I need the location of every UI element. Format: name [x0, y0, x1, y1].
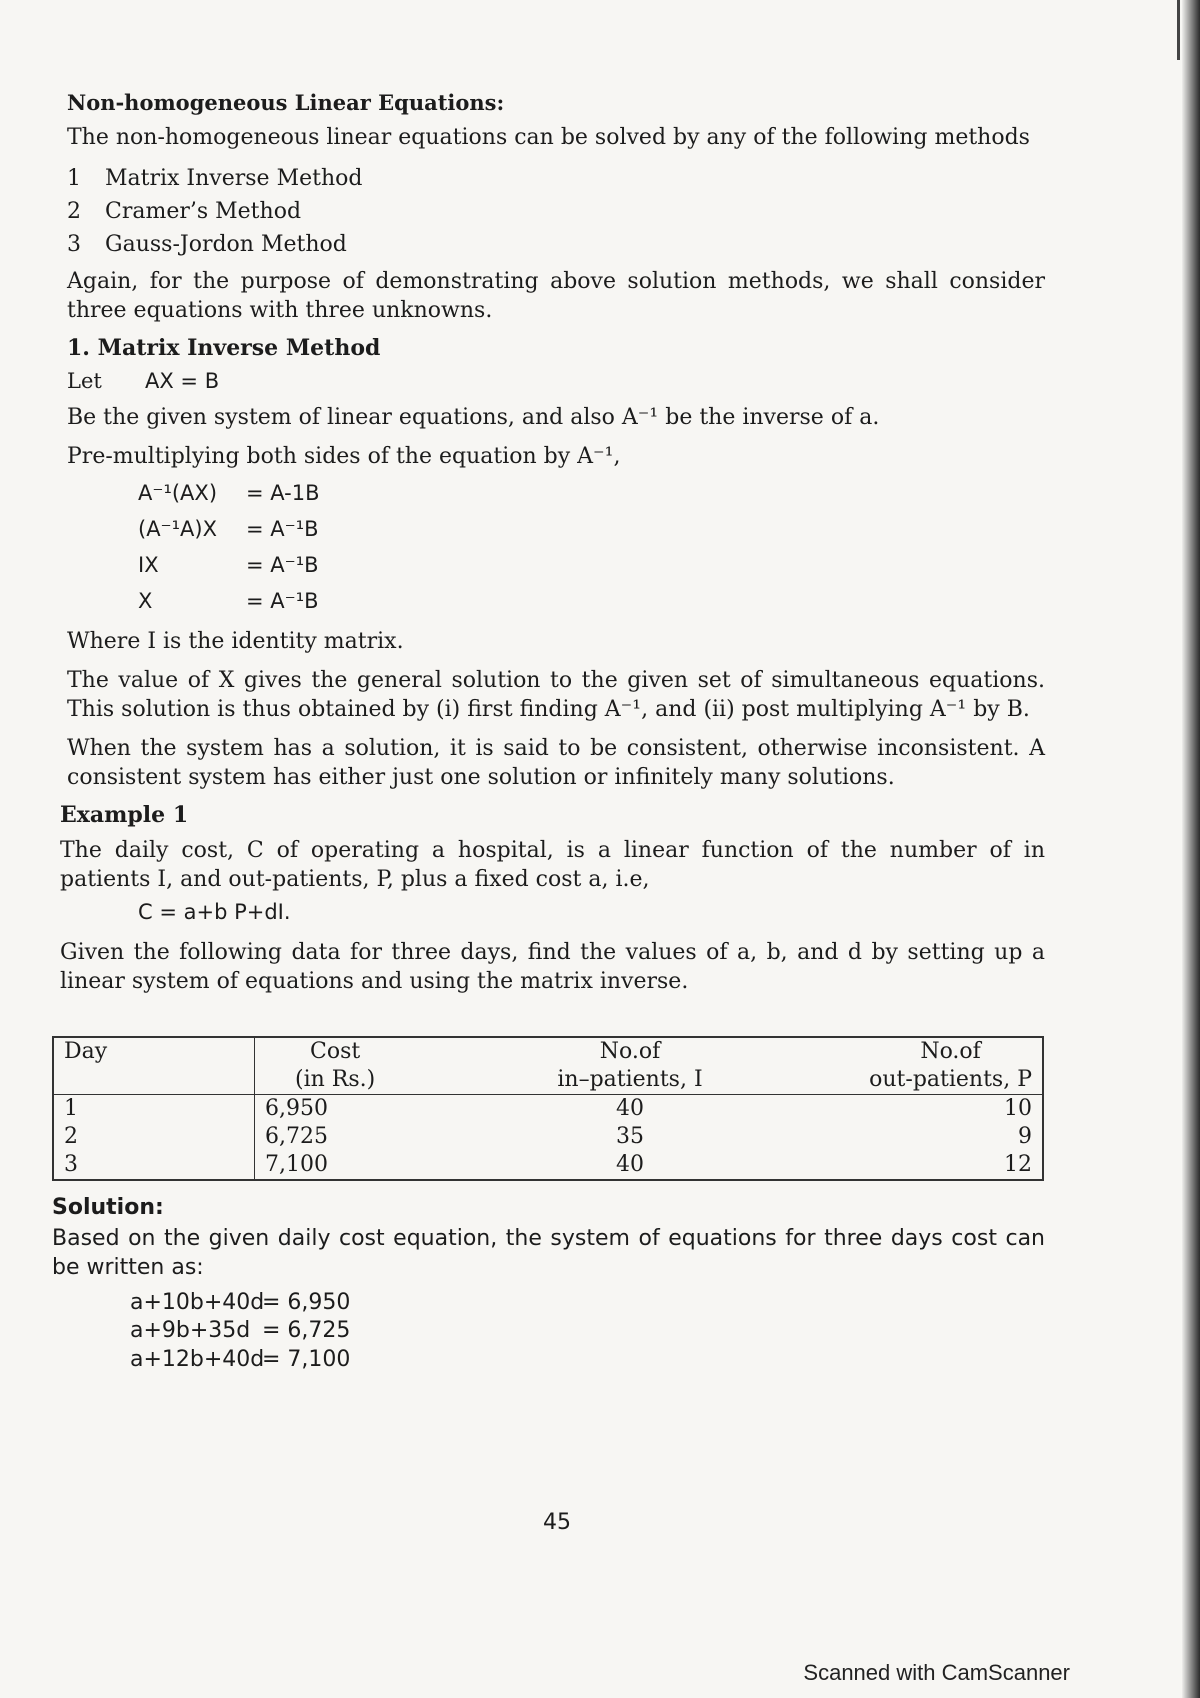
- derivation-rhs: = A⁻¹B: [246, 553, 319, 578]
- let-equation: AX = B: [145, 369, 220, 394]
- table-row: [53, 1151, 1043, 1180]
- consistency-paragraph: When the system has a solution, it is said to be consistent, otherwise inconsistent. A consistent system has either just one solution or infinitely many solutions.: [67, 736, 1045, 791]
- given-system-paragraph: Be the given system of linear equations, and also A⁻¹ be the inverse of a.: [67, 405, 880, 431]
- cell-out-patients: 10: [1004, 1096, 1032, 1122]
- scanner-watermark: Scanned with CamScanner: [803, 1660, 1070, 1685]
- header-cost-line2: (in Rs.): [295, 1067, 376, 1093]
- derivation-steps: [138, 475, 1045, 619]
- general-solution-paragraph: The value of X gives the general solution to the given set of simultaneous equations. This solution is thus obtained by (i) first finding A⁻¹, and (ii) post multiplying A⁻¹ by B.: [67, 668, 1045, 723]
- header-out-line1: No.of: [920, 1039, 981, 1065]
- derivation-row: [138, 547, 1045, 583]
- let-word: Let: [67, 369, 102, 394]
- method-number: 1: [67, 166, 81, 192]
- cell-day: 2: [53, 1123, 255, 1151]
- equation-row: [130, 1346, 1045, 1375]
- cell-cost: 6,725: [265, 1124, 328, 1150]
- cell-day: 1: [53, 1095, 255, 1124]
- derivation-lhs: A⁻¹(AX): [138, 481, 218, 506]
- cell-in-patients: 40: [616, 1096, 644, 1122]
- method-number: 3: [67, 232, 81, 258]
- given-data-paragraph: Given the following data for three days, find the values of a, b, and d by setting up a linear system of equations and using the matrix inverse.: [60, 940, 1045, 995]
- equation-lhs: a+10b+40d: [130, 1289, 265, 1315]
- equation-rhs: = 6,725: [262, 1318, 351, 1344]
- cell-out-patients: 12: [1004, 1152, 1032, 1178]
- header-cost: [255, 1037, 486, 1095]
- cell-day: 3: [53, 1151, 255, 1180]
- method-label: Matrix Inverse Method: [105, 166, 363, 192]
- cell-cost: 6,950: [265, 1096, 328, 1122]
- table-row: [53, 1095, 1043, 1124]
- derivation-lhs: IX: [138, 553, 159, 578]
- cell-cost: 7,100: [265, 1152, 328, 1178]
- header-cost-line1: Cost: [310, 1039, 361, 1065]
- header-out-patients: [775, 1037, 1043, 1095]
- header-in-line2: in–patients, I: [557, 1067, 703, 1093]
- derivation-row: [138, 475, 1045, 511]
- derivation-row: [138, 583, 1045, 619]
- table-row: [53, 1123, 1043, 1151]
- document-body: [52, 90, 1045, 1374]
- page-edge-shadow: [1182, 0, 1200, 1698]
- data-table: [52, 1036, 1044, 1181]
- equation-lhs: a+9b+35d: [130, 1318, 251, 1344]
- page-edge-line: [1177, 0, 1180, 60]
- method-item: [67, 195, 1045, 228]
- cell-in-patients: 35: [616, 1124, 644, 1150]
- derivation-rhs: = A⁻¹B: [246, 517, 319, 542]
- method-number: 2: [67, 199, 81, 225]
- method-item: [67, 228, 1045, 261]
- example-paragraph: The daily cost, C of operating a hospital, is a linear function of the number of in patients I, and out-patients, P, plus a fixed cost a, i.e,: [60, 838, 1045, 893]
- cell-in-patients: 40: [616, 1152, 644, 1178]
- demo-paragraph: Again, for the purpose of demonstrating above solution methods, we shall consider three equations with three unknowns.: [67, 269, 1045, 324]
- solution-paragraph: Based on the given daily cost equation, the system of equations for three days cost can be written as:: [52, 1226, 1045, 1281]
- cell-out-patients: 9: [1018, 1124, 1032, 1150]
- equation-rhs: = 7,100: [262, 1346, 351, 1372]
- method-label: Gauss-Jordon Method: [105, 232, 347, 258]
- derivation-rhs: = A⁻¹B: [246, 589, 319, 614]
- methods-list: [67, 162, 1045, 261]
- header-day-label: Day: [64, 1039, 108, 1065]
- header-day: [53, 1037, 255, 1095]
- method-label: Cramer’s Method: [105, 199, 302, 225]
- derivation-rhs: = A-1B: [246, 481, 320, 506]
- section-heading: Non-homogeneous Linear Equations:: [67, 90, 505, 115]
- header-in-line1: No.of: [599, 1039, 661, 1065]
- solution-label: Solution:: [52, 1195, 164, 1221]
- equation-row: [130, 1317, 1045, 1346]
- derivation-row: [138, 511, 1045, 547]
- equation-system: [130, 1289, 1045, 1375]
- equation-lhs: a+12b+40d: [130, 1346, 265, 1372]
- identity-paragraph: Where I is the identity matrix.: [67, 629, 404, 655]
- derivation-lhs: (A⁻¹A)X: [138, 517, 218, 542]
- equation-rhs: = 6,950: [262, 1289, 351, 1315]
- equation-row: [130, 1289, 1045, 1318]
- table-header-row: [53, 1037, 1043, 1095]
- header-in-patients: [485, 1037, 775, 1095]
- intro-paragraph: The non-homogeneous linear equations can be solved by any of the following methods: [67, 125, 1030, 150]
- page-number: 45: [543, 1510, 571, 1535]
- derivation-lhs: X: [138, 589, 153, 614]
- cost-formula: C = a+b P+dI.: [138, 900, 291, 925]
- subsection-heading: 1. Matrix Inverse Method: [67, 335, 381, 362]
- method-item: [67, 162, 1045, 195]
- premultiply-paragraph: Pre-multiplying both sides of the equation by A⁻¹,: [67, 444, 621, 470]
- let-statement: [67, 369, 1045, 393]
- example-label: Example 1: [60, 802, 189, 829]
- header-out-line2: out-patients, P: [869, 1067, 1032, 1093]
